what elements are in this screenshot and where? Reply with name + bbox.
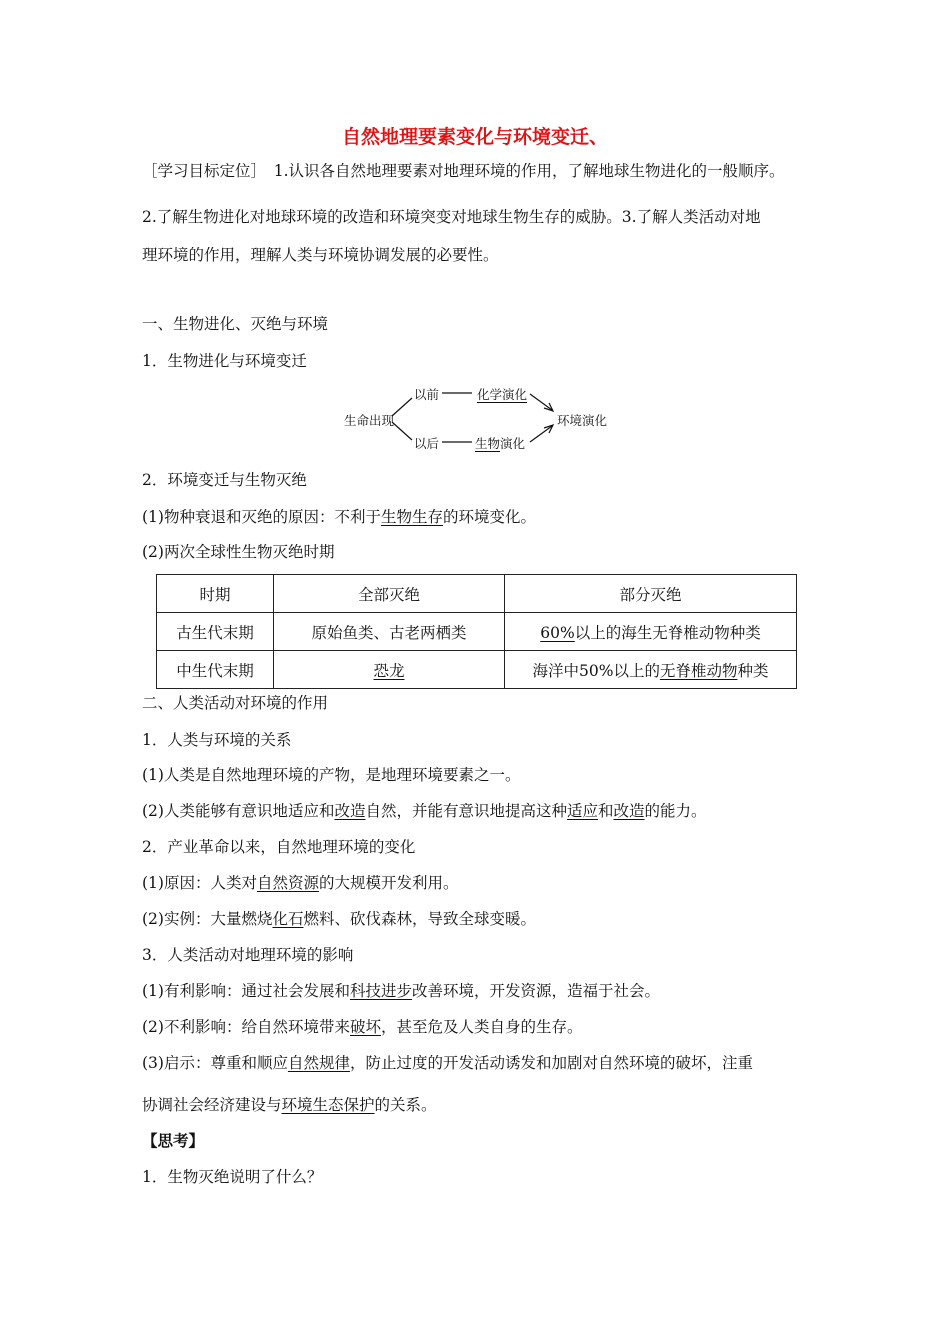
page-title: 自然地理要素变化与环境变迁、 (341, 126, 608, 148)
answer-blank: 化石 (272, 910, 304, 928)
header-full: 全部灭绝 (274, 575, 505, 613)
text: 改善环境，开发资源，造福于社会。 (411, 982, 660, 1000)
cell-partial (505, 651, 797, 689)
table-row (157, 613, 797, 651)
text: 燃料、砍伐森林，导致全球变暖。 (303, 910, 536, 928)
cell-period: 古生代末期 (157, 613, 274, 651)
cell-period: 中生代末期 (157, 651, 274, 689)
text: (3)启示：尊重和顺应 (142, 1054, 288, 1072)
section2-p4 (142, 908, 536, 930)
diagram-chem-label (477, 385, 527, 403)
answer-blank: 改造 (613, 802, 645, 820)
answer-blank: 破坏 (349, 1018, 381, 1036)
text: ，甚至危及人类自身的生存。 (380, 1018, 583, 1036)
section2-heading: 二、人类活动对环境的作用 (142, 694, 329, 712)
text: 的关系。 (374, 1096, 437, 1114)
section1-sub1: 1．生物进化与环境变迁 (142, 352, 307, 370)
text: (1)原因：人类对 (142, 874, 257, 892)
diagram-start-label: 生命出现 (344, 413, 395, 428)
header-period: 时期 (157, 575, 274, 613)
diagram-chem-text: 化学演化 (477, 387, 528, 402)
text: 以上的海生无脊椎动物种类 (574, 623, 761, 642)
table-row (157, 651, 797, 689)
merge-down-line (530, 426, 552, 442)
text: 的环境变化。 (442, 508, 536, 526)
text: (2)实例：大量燃烧 (142, 910, 273, 928)
section2-sub1: 1．人类与环境的关系 (142, 731, 292, 749)
extinction-table (156, 574, 797, 689)
answer-blank: 改造 (334, 802, 366, 820)
section2-p2 (142, 800, 707, 822)
section2-p6 (142, 1016, 583, 1038)
text: (1)物种衰退和灭绝的原因：不利于 (142, 508, 381, 526)
section1-p2: (2)两次全球性生物灭绝时期 (142, 543, 335, 561)
diagram-end-label: 环境演化 (557, 413, 608, 428)
answer-blank: 生物生存 (380, 508, 443, 526)
answer-blank: 环境生态保护 (281, 1096, 375, 1114)
text: (1)有利影响：通过社会发展和 (142, 982, 350, 1000)
header-partial: 部分灭绝 (505, 575, 797, 613)
section1-sub2: 2．环境变迁与生物灭绝 (142, 471, 307, 489)
branch-up-line (392, 398, 412, 416)
table-header-row (157, 575, 797, 613)
section2-p5 (142, 980, 660, 1002)
diagram-bio-underlined: 生物 (475, 436, 501, 451)
merge-up-line (530, 394, 552, 410)
text: 种类 (737, 661, 769, 680)
text: 海洋中50%以上的 (532, 661, 660, 680)
text: 的能力。 (644, 802, 707, 820)
branch-down-line (392, 422, 412, 440)
answer-blank: 自然资源 (256, 874, 319, 892)
objectives-line-2: 2.了解生物进化对地球环境的改造和环境突变对地球生物生存的威胁。3.了解人类活动对地 (142, 208, 761, 226)
answer-blank: 科技进步 (349, 982, 412, 1000)
text: (2)不利影响：给自然环境带来 (142, 1018, 350, 1036)
section1-heading: 一、生物进化、灭绝与环境 (142, 315, 329, 333)
diagram-after-label: 以后 (414, 436, 440, 451)
evolution-diagram (330, 378, 620, 458)
section2-sub2: 2．产业革命以来，自然地理环境的变化 (142, 838, 416, 856)
diagram-bio-rest: 演化 (500, 436, 526, 451)
cell-partial (505, 613, 797, 651)
section2-p7 (142, 1052, 753, 1074)
text: 和 (598, 802, 614, 820)
cell-full: 原始鱼类、古老两栖类 (274, 613, 505, 651)
answer-blank: 适应 (567, 802, 599, 820)
section1-p1 (142, 506, 536, 528)
cell-full (274, 651, 505, 689)
section2-p3 (142, 872, 459, 894)
text: 的大规模开发利用。 (318, 874, 459, 892)
objectives-line-1: ［学习目标定位］ 1.认识各自然地理要素对地理环境的作用，了解地球生物进化的一般顺序。 (142, 162, 785, 180)
answer-blank: 恐龙 (373, 661, 405, 680)
diagram-before-label: 以前 (414, 387, 440, 402)
text: 协调社会经济建设与 (142, 1096, 282, 1114)
section2-p8 (142, 1094, 437, 1116)
text: ，防止过度的开发活动诱发和加剧对自然环境的破坏，注重 (349, 1054, 753, 1072)
answer-blank: 无脊椎动物 (659, 661, 738, 680)
text: 自然，并能有意识地提高这种 (365, 802, 567, 820)
text: (2)人类能够有意识地适应和 (142, 802, 335, 820)
think-heading: 【思考】 (142, 1132, 205, 1150)
diagram-bio-label (475, 434, 525, 452)
answer-blank: 自然规律 (287, 1054, 350, 1072)
think-question-1: 1．生物灭绝说明了什么？ (142, 1168, 323, 1186)
section2-p1: (1)人类是自然地理环境的产物，是地理环境要素之一。 (142, 766, 521, 784)
objectives-line-3: 理环境的作用，理解人类与环境协调发展的必要性。 (142, 246, 499, 264)
section2-sub3: 3．人类活动对地理环境的影响 (142, 946, 354, 964)
answer-blank: 60% (540, 623, 575, 642)
